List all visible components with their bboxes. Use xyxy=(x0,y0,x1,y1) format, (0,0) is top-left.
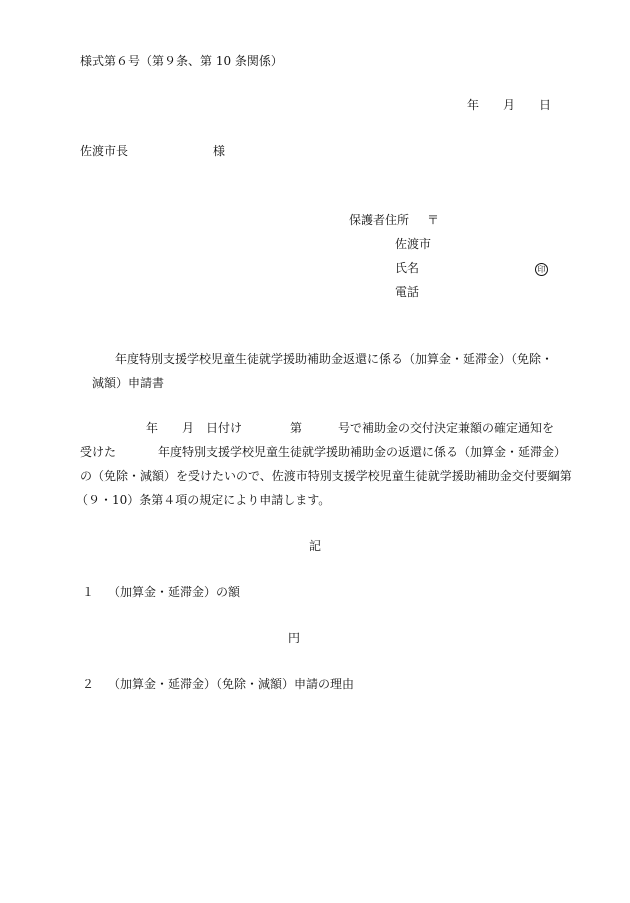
seal-mark xyxy=(535,260,548,276)
body-year-label: 年 xyxy=(146,421,159,435)
item-2-label: （加算金・延滞金）（免除・減額）申請の理由 xyxy=(108,677,355,691)
addressee-honorific: 様 xyxy=(213,144,226,158)
addressee-name: 佐渡市長 xyxy=(80,144,129,158)
body-line-1-text: 号で補助金の交付決定兼額の確定通知を xyxy=(338,421,555,435)
item-1-number: １ xyxy=(82,585,95,599)
ki-heading: 記 xyxy=(309,539,322,553)
title-line-2: 減額）申請書 xyxy=(92,376,165,390)
date-month-label: 月 xyxy=(503,98,516,112)
body-number-prefix: 第 xyxy=(290,421,303,435)
body-line-4: （９・10）条第４項の規定により申請します。 xyxy=(76,493,331,507)
body-line-3: の（免除・減額）を受けたいので、佐渡市特別支援学校児童生徒就学援助補助金交付要綱第 xyxy=(80,469,572,483)
item-2-number: ２ xyxy=(82,677,95,691)
body-month-label: 月 xyxy=(182,421,195,435)
date-year-label: 年 xyxy=(467,98,480,112)
applicant-phone-label: 電話 xyxy=(395,285,420,299)
body-line-2-a: 受けた xyxy=(80,445,117,459)
date-day-label: 日 xyxy=(539,98,552,112)
currency-unit: 円 xyxy=(288,631,301,645)
form-id: 様式第６号（第９条、第 10 条関係） xyxy=(80,54,283,68)
body-dated-label: 日付け xyxy=(206,421,243,435)
item-1-label: （加算金・延滞金）の額 xyxy=(108,585,241,599)
seal-icon: 印 xyxy=(535,263,548,276)
body-line-2-b: 年度特別支援学校児童生徒就学援助補助金の返還に係る（加算金・延滞金） xyxy=(158,445,567,459)
applicant-address-label: 保護者住所 xyxy=(349,213,410,227)
postal-mark: 〒 xyxy=(427,213,440,227)
applicant-name-label: 氏名 xyxy=(395,261,420,275)
title-line-1: 年度特別支援学校児童生徒就学援助補助金返還に係る（加算金・延滞金）（免除・ xyxy=(115,352,554,366)
applicant-city: 佐渡市 xyxy=(395,237,432,251)
